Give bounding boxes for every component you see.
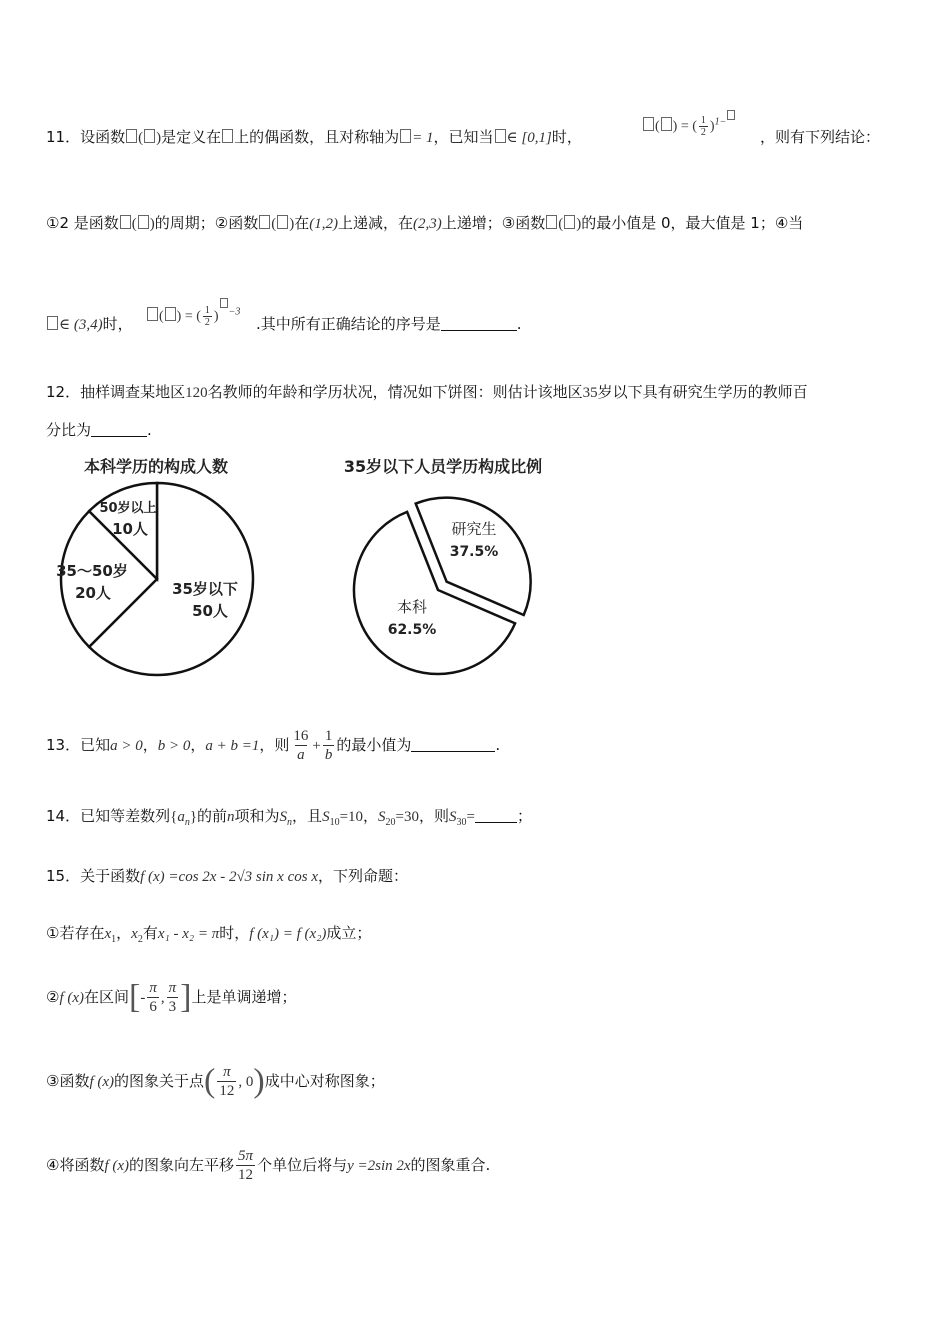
placeholder-glyph-icon [147, 307, 158, 321]
q11-number: 11． [46, 128, 81, 146]
placeholder-glyph-icon [144, 129, 155, 143]
answer-blank[interactable] [411, 737, 495, 752]
placeholder-glyph-icon [400, 129, 411, 143]
pie1-slice-label: 35岁以下 [172, 580, 238, 598]
pie2-value-label: 62.5% [387, 622, 437, 638]
q14-line: 14．已知等差数列$\{a_n\}$的前n项和为$S_n$，且$S_{10}=10$，$S_{20}=30$，则$S_{30}=$ ； [46, 807, 533, 828]
q11-line2: ①2 是函数 ( )的周期；②函数 ( )在(1,2)上递减，在(2,3)上递增；③函数 ( )的最小值是 0，最大值是 1；④当 [46, 214, 804, 232]
answer-blank[interactable] [441, 316, 517, 331]
q11-line1: 11．设函数 ( )是定义在 上的偶函数，且对称轴为 = 1，已知当 ∈ [0,1]时， [46, 128, 582, 146]
q11-formula2: ( ) = ( $\frac{1}{2}$ ) $^{-3}$ [146, 298, 240, 328]
q11-tail: ，则有下列结论： [760, 128, 881, 146]
placeholder-glyph-icon [165, 307, 176, 321]
placeholder-glyph-icon [126, 129, 137, 143]
q11-formula1: ( ) = ( $\frac{1}{2}$ )$^{1-}$ [642, 110, 736, 138]
q12-line1: 12．抽样调查某地区120名教师的年龄和学历状况，情况如下饼图：则估计该地区35岁以下具有研究生学历的教师百 [46, 383, 808, 401]
answer-blank[interactable] [91, 422, 147, 437]
pie1-slice-label: 35～50岁 [56, 562, 128, 580]
q15-p3: ③函数f (x)的图象关于点( $\frac{\pi}{12}$ , 0)成中心对称图象； [46, 1062, 385, 1100]
q15-p2: ②f (x)在区间[- $\frac{\pi}{6}$ , $\frac{\pi}{3}$ ]上是单调递增； [46, 978, 297, 1016]
answer-blank[interactable] [475, 808, 517, 823]
q15-p1: ①若存在$x_1$，$x_2$有x₁ - x₂ = π时，f (x₁) = f (x₂)成立； [46, 924, 372, 945]
pie2-value-label: 37.5% [449, 544, 499, 560]
pie2-title: 35岁以下人员学历构成比例 [343, 457, 543, 476]
q15-p4: ④将函数f (x)的图象向左平移 $\frac{5\pi}{12}$ 个单位后将与y =2sin 2x的图象重合. [46, 1148, 491, 1183]
placeholder-glyph-icon [47, 316, 58, 330]
pie1-value-label: 20人 [75, 584, 111, 602]
placeholder-glyph-icon [564, 215, 575, 229]
pie1-value-label: 10人 [112, 520, 148, 538]
pie1 [56, 483, 253, 675]
placeholder-glyph-icon [120, 215, 131, 229]
placeholder-glyph-icon [222, 129, 233, 143]
pie-charts [0, 448, 950, 688]
placeholder-glyph-icon [643, 117, 654, 131]
placeholder-glyph-icon [277, 215, 288, 229]
pie2 [354, 498, 531, 674]
placeholder-glyph-icon [259, 215, 270, 229]
placeholder-glyph-icon [138, 215, 149, 229]
placeholder-glyph-icon [661, 117, 672, 131]
q11-line3-tail: .其中所有正确结论的序号是 . [256, 315, 522, 333]
placeholder-glyph-icon [727, 110, 735, 120]
placeholder-glyph-icon [220, 298, 228, 308]
placeholder-glyph-icon [546, 215, 557, 229]
placeholder-glyph-icon [495, 129, 506, 143]
pie2-slice-label: 本科 [396, 598, 428, 616]
pie2-slice-label: 研究生 [451, 520, 497, 538]
q15-line: 15．关于函数f (x) =cos 2x - 2√3 sin x cos x，下列命题： [46, 867, 409, 885]
q11-line3: ∈ (3,4)时， [46, 313, 133, 336]
pie1-title: 本科学历的构成人数 [83, 457, 229, 476]
q12-line2: 分比为 . [46, 421, 152, 439]
pie1-value-label: 50人 [192, 602, 228, 620]
pie1-slice-label: 50岁以上 [99, 501, 157, 516]
q13-line: 13．已知a > 0，b > 0，a + b =1，则 $\frac{16}{a}$ + $\frac{1}{b}$ 的最小值为 . [46, 728, 501, 763]
